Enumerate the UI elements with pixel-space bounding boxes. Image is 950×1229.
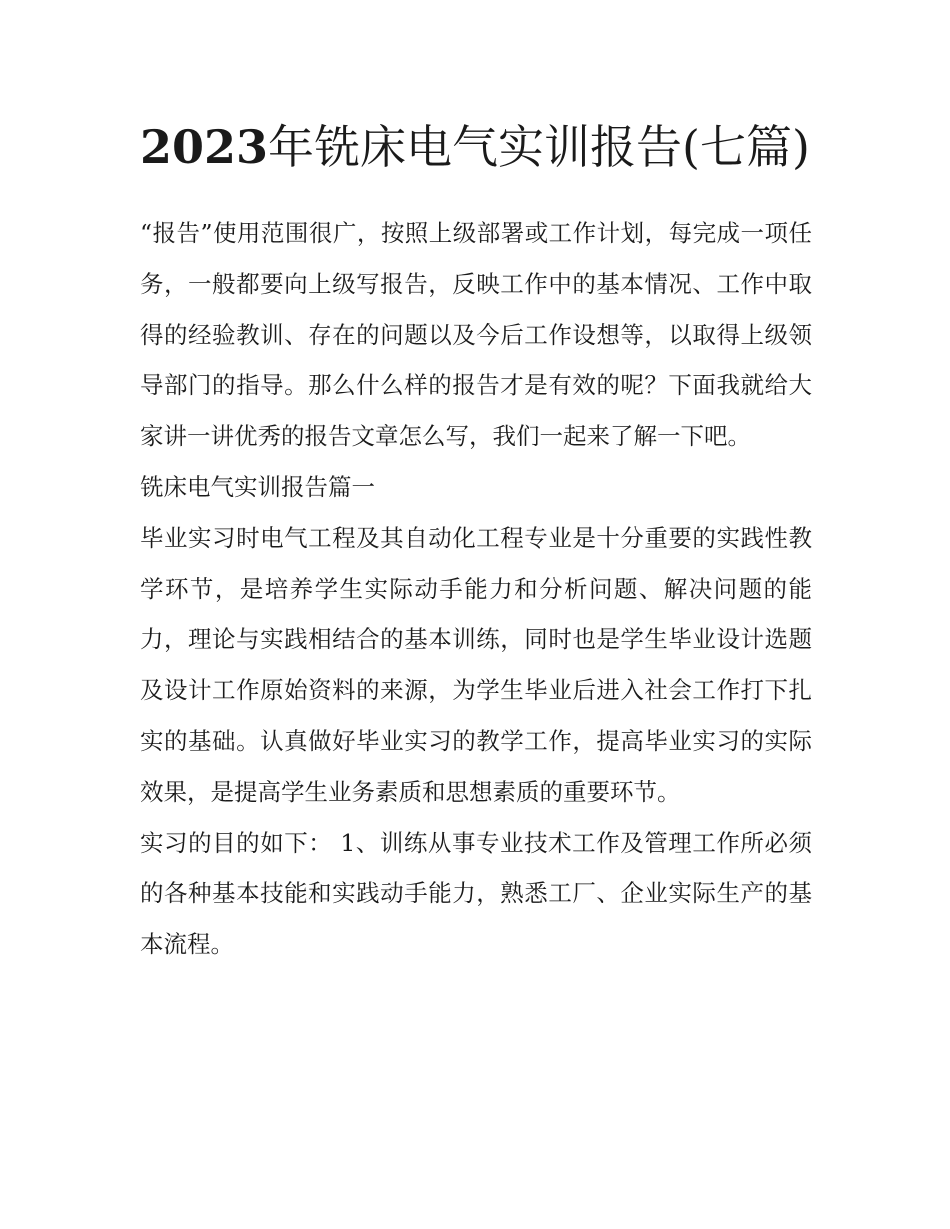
- intro-paragraph: “报告”使用范围很广，按照上级部署或工作计划，每完成一项任务，一般都要向上级写报告，反映工作中的基本情况、工作中取得的经验教训、存在的问题以及今后工作设想等，以取得上级领导部门的指导。那么什么样的报告才是有效的呢？下面我就给大家讲一讲优秀的报告文章怎么写，我们一起来了解一下吧。: [140, 219, 812, 451]
- document-title: [140, 112, 812, 182]
- document-page: [140, 112, 812, 970]
- document-title-text: 年铣床电气实训报告(七篇): [268, 120, 810, 174]
- section-heading: 铣床电气实训报告篇一: [140, 472, 375, 501]
- purpose-paragraph: 实习的目的如下： 1、训练从事专业技术工作及管理工作所必须的各种基本技能和实践动手能力，熟悉工厂、企业实际生产的基本流程。: [140, 828, 812, 959]
- body-paragraph: 毕业实习时电气工程及其自动化工程专业是十分重要的实践性教学环节，是培养学生实际动手能力和分析问题、解决问题的能力，理论与实践相结合的基本训练，同时也是学生毕业设计选题及设计工作原始资料的来源，为学生毕业后进入社会工作打下扎实的基础。认真做好毕业实习的教学工作，提高毕业实习的实际效果，是提高学生业务素质和思想素质的重要环节。: [140, 523, 812, 806]
- document-title-year: 2023: [140, 120, 269, 174]
